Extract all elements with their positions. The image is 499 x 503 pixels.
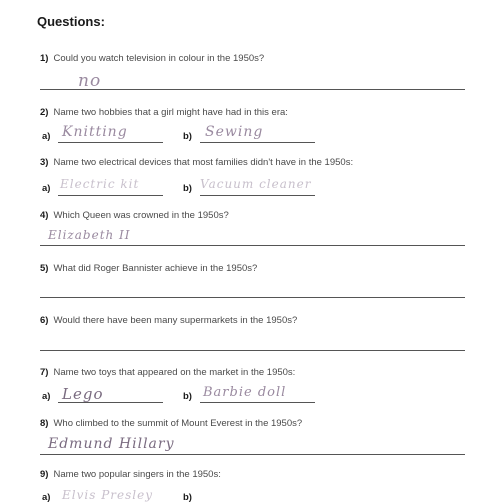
answer-label-a: a)	[42, 131, 51, 142]
answer-handwriting: Lego	[62, 385, 104, 403]
answer-line	[200, 195, 315, 196]
question-6	[40, 315, 297, 326]
question-5	[40, 263, 257, 274]
question-number: 3)	[40, 157, 49, 168]
answer-line	[58, 142, 163, 143]
answer-handwriting: Electric kit	[60, 177, 140, 191]
question-number: 4)	[40, 210, 49, 221]
answer-handwriting: Elvis Presley	[62, 488, 153, 502]
answer-label-a: a)	[42, 183, 51, 194]
question-text: Name two popular singers in the 1950s:	[53, 469, 221, 480]
question-number: 2)	[40, 107, 49, 118]
answer-label-b: b)	[183, 131, 192, 142]
question-4	[40, 210, 229, 221]
question-text: Name two toys that appeared on the market in the 1950s:	[53, 367, 296, 378]
question-text: What did Roger Bannister achieve in the 1950s?	[53, 263, 258, 274]
question-text: Name two hobbies that a girl might have had in this era:	[53, 107, 288, 118]
question-text: Would there have been many supermarkets in the 1950s?	[53, 315, 298, 326]
answer-handwriting: Knitting	[62, 124, 128, 140]
answer-line	[200, 402, 315, 403]
answer-line	[40, 245, 465, 246]
answer-label-a: a)	[42, 391, 51, 402]
answer-label-b: b)	[183, 183, 192, 194]
answer-line	[200, 142, 315, 143]
answer-handwriting: Elizabeth II	[48, 228, 131, 242]
answer-label-b: b)	[183, 492, 192, 503]
answer-handwriting: no	[78, 71, 102, 91]
answer-handwriting: Edmund Hillary	[48, 436, 175, 452]
answer-line	[40, 297, 465, 298]
answer-line	[58, 195, 163, 196]
question-8	[40, 418, 302, 429]
question-number: 6)	[40, 315, 49, 326]
page-title: Questions:	[37, 14, 105, 29]
answer-label-a: a)	[42, 492, 51, 503]
question-text: Who climbed to the summit of Mount Everest in the 1950s?	[53, 418, 303, 429]
question-number: 5)	[40, 263, 49, 274]
question-number: 7)	[40, 367, 49, 378]
answer-line	[58, 402, 163, 403]
question-9	[40, 469, 221, 480]
question-number: 8)	[40, 418, 49, 429]
answer-handwriting: Sewing	[205, 124, 264, 140]
question-2	[40, 107, 288, 118]
question-text: Name two electrical devices that most families didn't have in the 1950s:	[53, 157, 354, 168]
question-3	[40, 157, 353, 168]
answer-line	[40, 454, 465, 455]
answer-line	[40, 89, 465, 90]
answer-line	[40, 350, 465, 351]
question-1	[40, 53, 264, 64]
question-7	[40, 367, 295, 378]
answer-handwriting: Vacuum cleaner	[200, 177, 312, 191]
question-number: 1)	[40, 53, 49, 64]
answer-label-b: b)	[183, 391, 192, 402]
answer-handwriting: Barbie doll	[203, 385, 287, 400]
question-number: 9)	[40, 469, 49, 480]
question-text: Could you watch television in colour in the 1950s?	[53, 53, 265, 64]
question-text: Which Queen was crowned in the 1950s?	[53, 210, 229, 221]
